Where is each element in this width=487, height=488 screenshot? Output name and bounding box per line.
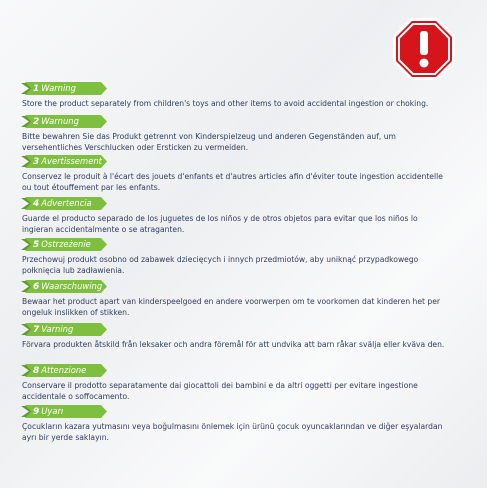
section-text: Bewaar het product apart van kinderspeelgoed en andere voorwerpen om te voorkomen dat kinderen het per ongeluk inslikken of stikken. (22, 297, 441, 317)
ribbon-label-3 (21, 154, 471, 169)
section-text: Çocukların kazara yutmasını veya boğulmasını önlemek için ürünü çocuk oyuncaklarından ve diğer eşyalardan ayrı bir yerde saklayın. (22, 422, 443, 442)
ribbon-label-7 (21, 322, 471, 337)
section-number: 1 (33, 84, 40, 94)
section-number: 4 (33, 199, 40, 209)
section-title: Varning (41, 324, 74, 334)
warning-section-1 (21, 81, 471, 110)
section-title: Warning (41, 83, 76, 93)
section-text: Guarde el producto separado de los juguetes de los niños y de otros objetos para evitar que los niños lo ingieran accidentalmente o se atraganten. (22, 214, 418, 234)
section-title: Uyarı (41, 406, 64, 416)
ribbon-label-8 (21, 363, 471, 378)
ribbon-label-9 (21, 404, 471, 419)
warning-section-7 (21, 322, 471, 351)
ribbon-label-1 (21, 81, 471, 96)
section-number: 3 (33, 157, 40, 167)
section-number: 5 (33, 240, 40, 250)
warning-section-3 (21, 154, 471, 193)
warning-section-9 (21, 404, 471, 443)
section-number: 7 (33, 325, 40, 335)
section-title: Ostrzeżenie (41, 239, 91, 249)
section-title: Avertissement (41, 156, 102, 166)
section-number: 9 (33, 407, 40, 417)
section-number: 8 (33, 366, 40, 376)
warning-section-8 (21, 363, 471, 402)
ribbon-label-5 (21, 237, 471, 252)
section-number: 2 (33, 117, 40, 127)
section-text: Förvara produkten åtskild från leksaker och andra föremål för att undvika att barn råkar svälja eller kväva den. (22, 340, 445, 349)
ribbon-label-4 (21, 196, 471, 211)
warning-exclamation-icon (392, 17, 456, 81)
warning-section-2 (21, 114, 471, 153)
section-text: Conservez le produit à l'écart des jouets d'enfants et d'autres articles afin d'éviter toute ingestion accidentelle ou tout étouffement par les enfants. (22, 172, 443, 192)
section-title: Attenzione (41, 365, 87, 375)
section-text: Przechowuj produkt osobno od zabawek dziecięcych i innych przedmiotów, aby uniknąć przypadkowego połknięcia lub zadławienia. (22, 255, 419, 275)
section-text: Store the product separately from children's toys and other items to avoid accidental ingestion or choking. (22, 99, 429, 108)
section-number: 6 (33, 282, 40, 292)
section-text: Bitte bewahren Sie das Produkt getrennt von Kinderspielzeug und anderen Gegenständen auf, um versehentliches Verschlucken oder Ersticken zu vermeiden. (22, 132, 396, 152)
section-title: Advertencia (41, 198, 92, 208)
section-title: Warnung (41, 116, 79, 126)
section-title: Waarschuwing (41, 281, 103, 291)
warning-section-5 (21, 237, 471, 276)
ribbon-label-2 (21, 114, 471, 129)
warning-section-4 (21, 196, 471, 235)
section-text: Conservare il prodotto separatamente dai giocattoli dei bambini e da altri oggetti per evitare ingestione accidentale o soffocamento. (22, 381, 418, 401)
ribbon-label-6 (21, 279, 471, 294)
warning-section-6 (21, 279, 471, 318)
